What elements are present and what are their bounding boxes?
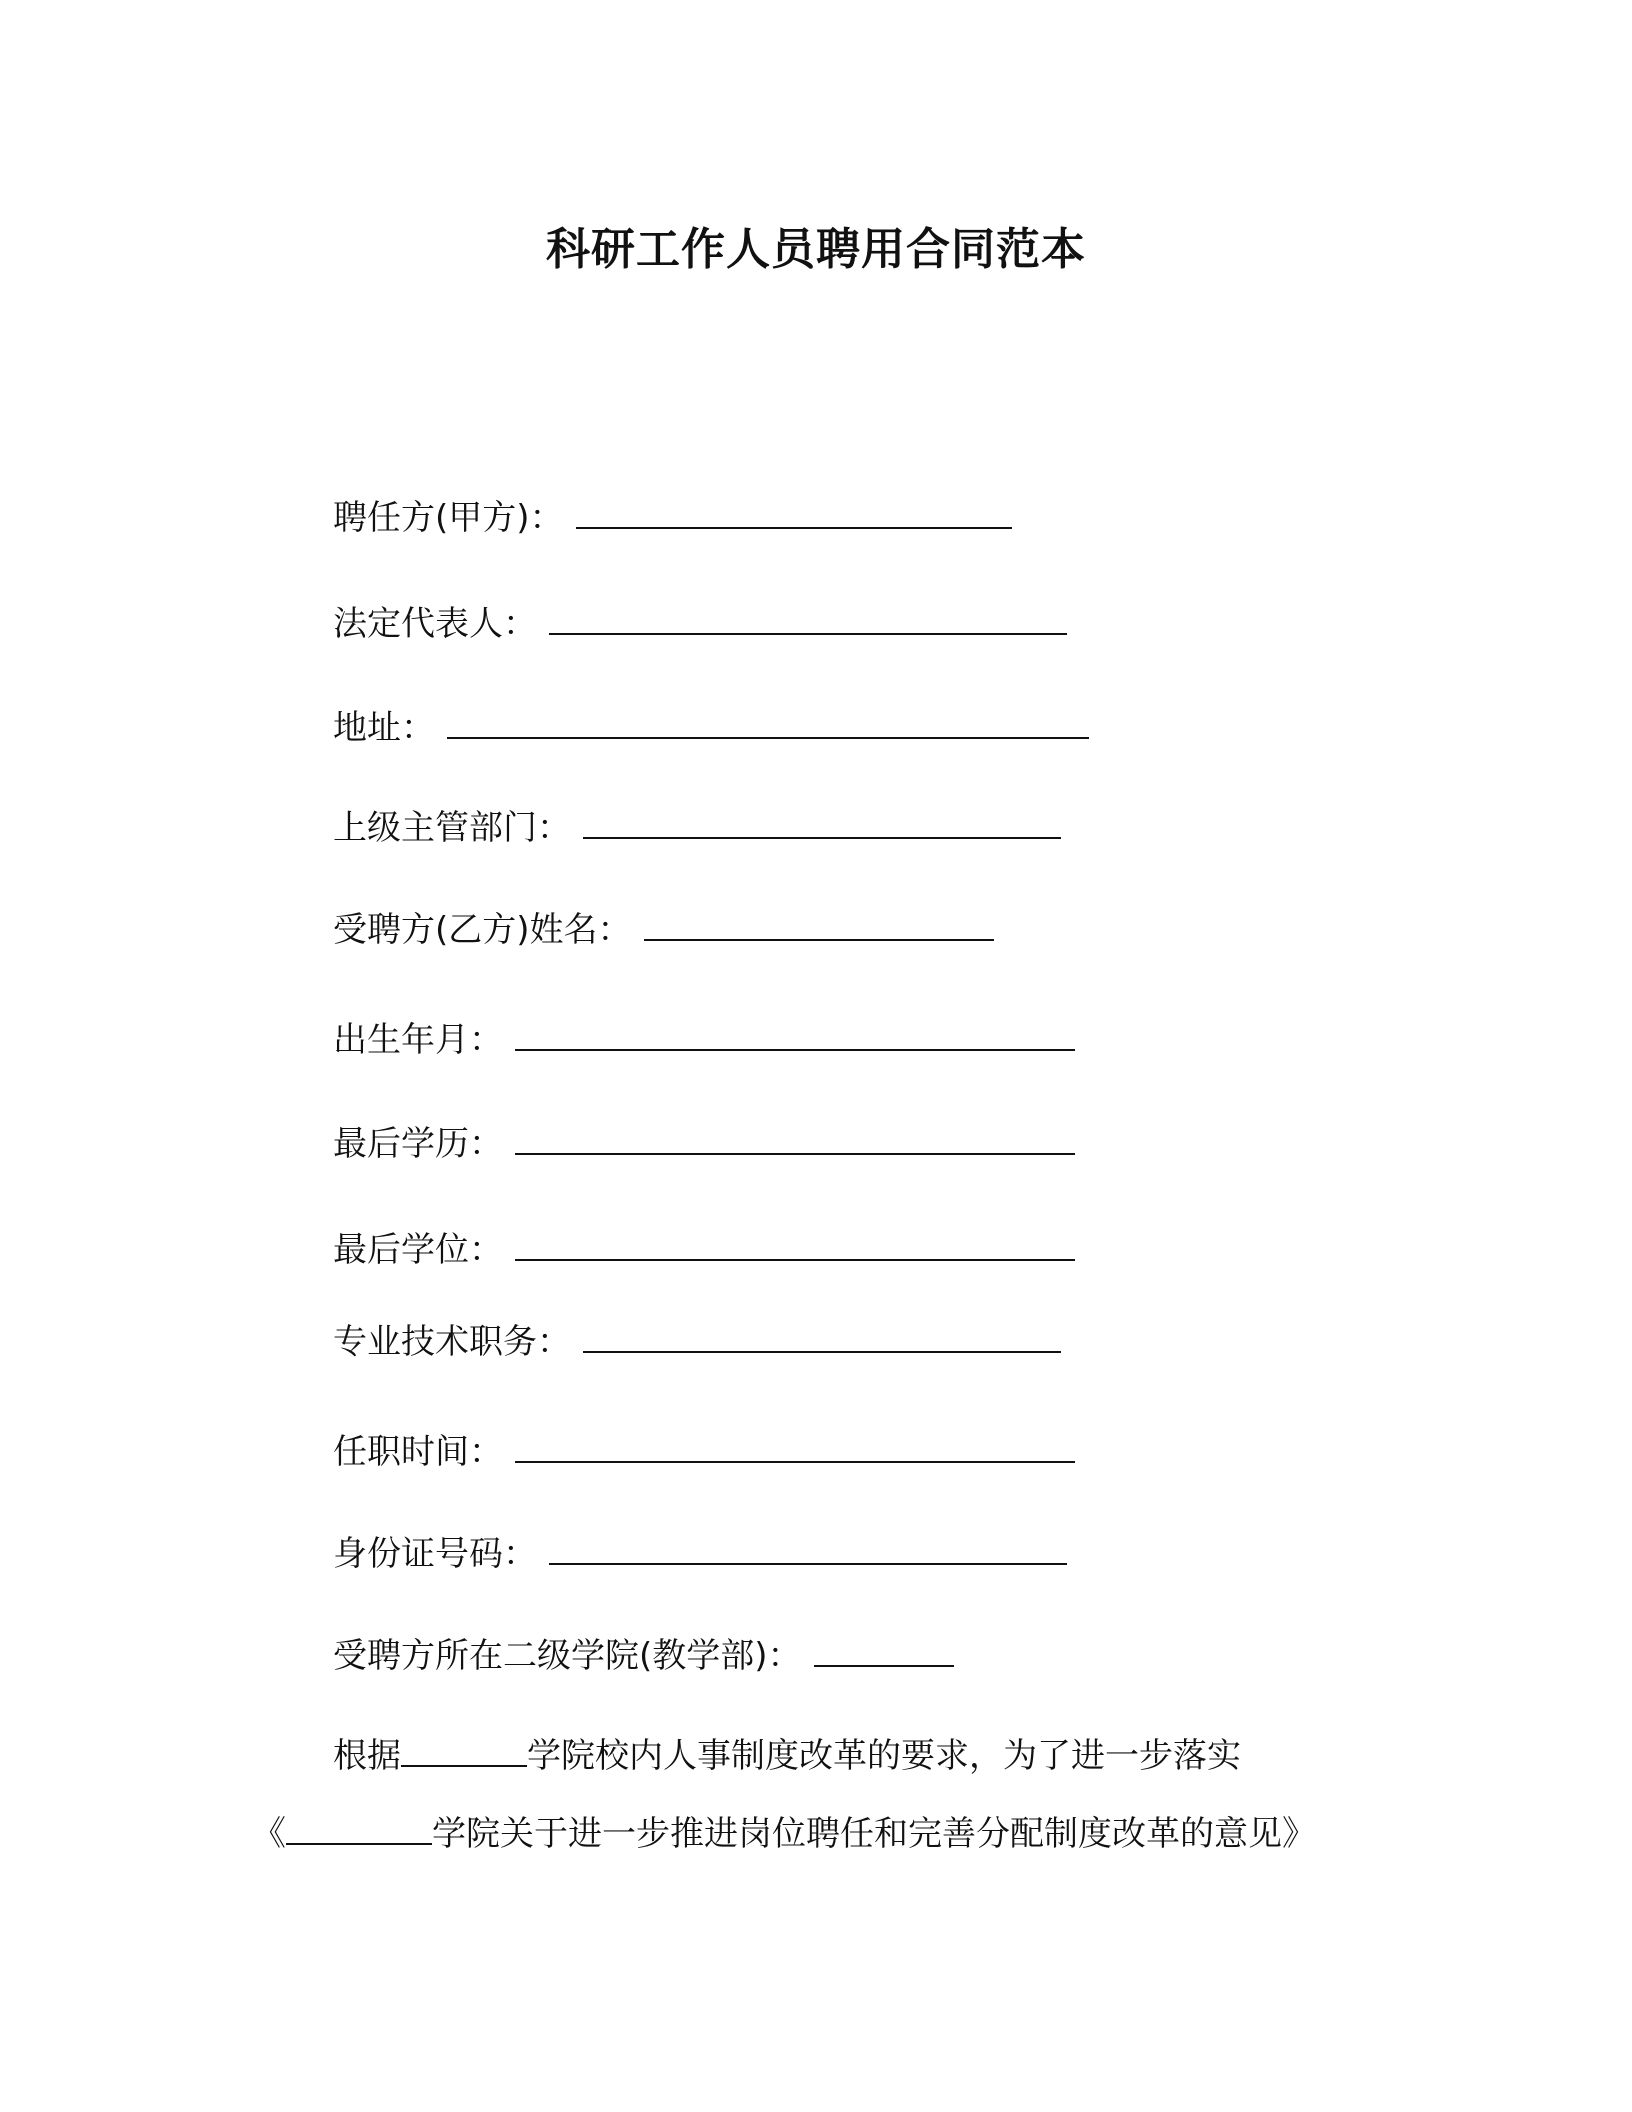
field-label: 最后学位： (333, 1230, 503, 1270)
field-professional-title (333, 1320, 1061, 1364)
field-legal-representative (333, 602, 1067, 646)
field-supervising-department (333, 806, 1061, 850)
fill-blank[interactable] (515, 1123, 1075, 1155)
field-label: 上级主管部门： (333, 808, 571, 848)
field-label: 受聘方(乙方)姓名： (333, 910, 632, 950)
field-label: 专业技术职务： (333, 1322, 571, 1362)
document-title: 科研工作人员聘用合同范本 (546, 224, 1086, 275)
field-birth-date (333, 1018, 1075, 1062)
field-label: 出生年月： (333, 1020, 503, 1060)
fill-blank[interactable] (814, 1635, 954, 1667)
fill-blank[interactable] (447, 707, 1089, 739)
field-college (333, 1634, 954, 1678)
field-education (333, 1122, 1075, 1166)
field-employer (333, 496, 1012, 540)
fill-blank[interactable] (515, 1229, 1075, 1261)
field-employee-name (333, 908, 994, 952)
paragraph-text: 《 (252, 1814, 286, 1854)
fill-blank[interactable] (401, 1735, 527, 1767)
fill-blank[interactable] (583, 807, 1061, 839)
field-address (333, 706, 1089, 750)
fill-blank[interactable] (583, 1321, 1061, 1353)
field-appointment-time (333, 1430, 1075, 1474)
field-label: 最后学历： (333, 1124, 503, 1164)
paragraph-line-2 (252, 1812, 1316, 1856)
field-degree (333, 1228, 1075, 1272)
field-label: 地址： (333, 708, 435, 748)
field-label: 身份证号码： (333, 1534, 537, 1574)
field-id-number (333, 1532, 1067, 1576)
paragraph-text: 学院关于进一步推进岗位聘任和完善分配制度改革的意见》 (432, 1814, 1316, 1854)
field-label: 任职时间： (333, 1432, 503, 1472)
fill-blank[interactable] (576, 497, 1012, 529)
field-label: 受聘方所在二级学院(教学部)： (333, 1636, 802, 1676)
fill-blank[interactable] (286, 1813, 432, 1845)
fill-blank[interactable] (515, 1019, 1075, 1051)
fill-blank[interactable] (644, 909, 994, 941)
fill-blank[interactable] (549, 603, 1067, 635)
paragraph-text: 根据 (333, 1736, 401, 1776)
fill-blank[interactable] (515, 1431, 1075, 1463)
field-label: 法定代表人： (333, 604, 537, 644)
field-label: 聘任方(甲方)： (333, 498, 564, 538)
fill-blank[interactable] (549, 1533, 1067, 1565)
paragraph-text: 学院校内人事制度改革的要求，为了进一步落实 (527, 1736, 1241, 1776)
paragraph-line-1 (333, 1734, 1241, 1778)
